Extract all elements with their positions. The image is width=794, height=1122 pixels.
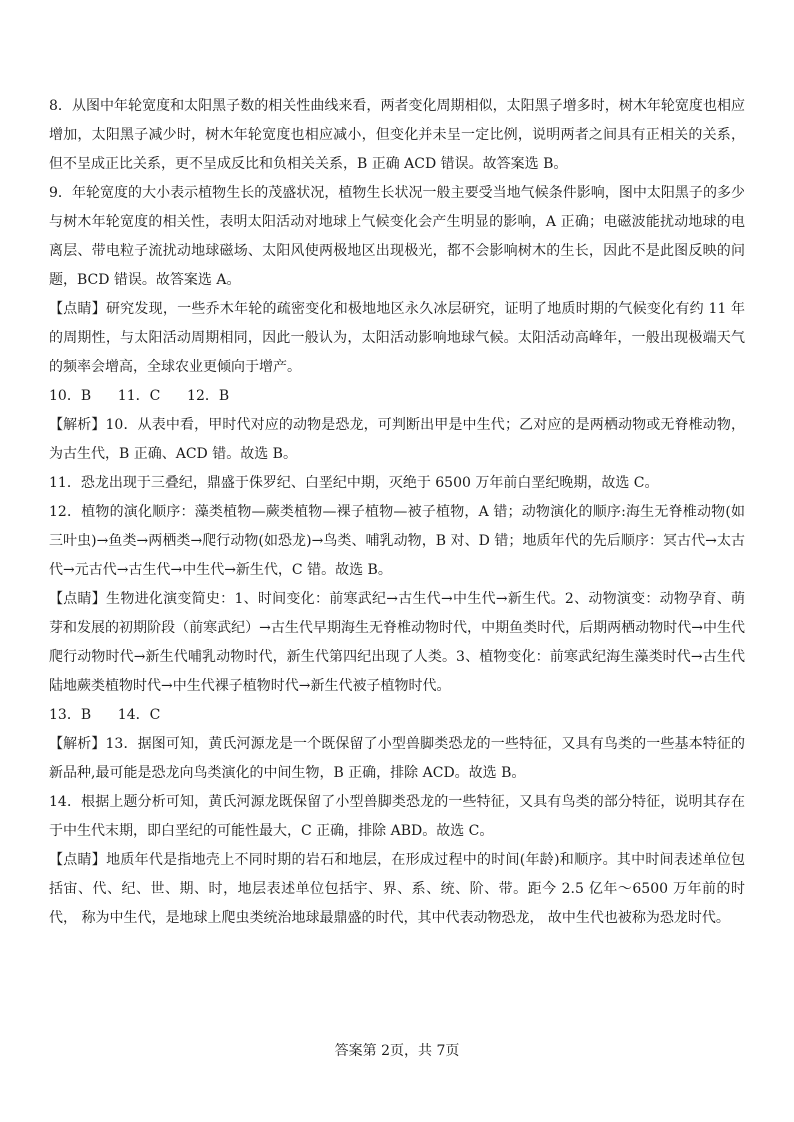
- key-point-3: 【点睛】地质年代是指地壳上不同时期的岩石和地层，在形成过程中的时间(年龄)和顺序。其中时间表述单位包括宙、代、纪、世、期、时，地层表述单位包括宇、界、系、统、阶、带。距今 2.5 亿年～6500 万年前的时代， 称为中生代，是地球上爬虫类统治地球最鼎盛的时代，其中代表动物恐龙， 故中生代也被称为恐龙时代。: [49, 852, 745, 926]
- answer-key-13-14: 13．B 14．C: [49, 707, 161, 723]
- page-footer: 答案第 2页，共 7页: [334, 1043, 460, 1059]
- answer-key-10-12: 10．B 11．C 12．B: [49, 388, 230, 404]
- analysis-13: 【解析】13．据图可知，黄氏河源龙是一个既保留了小型兽脚类恐龙的一些特征，又具有鸟类的一些基本特征的新品种,最可能是恐龙向鸟类演化的中间生物，B 正确，排除 ACD。故选 B。: [49, 736, 745, 781]
- answer-12: 12．植物的演化顺序：藻类植物—蕨类植物—裸子植物—被子植物，A 错；动物演化的顺序:海生无脊椎动物(如三叶虫)→鱼类→两栖类→爬行动物(如恐龙)→鸟类、哺乳动物，B 对、D 错；地质年代的先后顺序：冥古代→太古代→元古代→古生代→中生代→新生代，C 错。故选 B。: [49, 504, 745, 578]
- key-point-2: 【点睛】生物进化演变简史：1、时间变化：前寒武纪→古生代→中生代→新生代。2、动物演变：动物孕育、萌芽和发展的初期阶段（前寒武纪）→古生代早期海生无脊椎动物时代，中期鱼类时代，后期两栖动物时代→中生代爬行动物时代→新生代哺乳动物时代，新生代第四纪出现了人类。3、植物变化：前寒武纪海生藻类时代→古生代陆地蕨类植物时代→中生代裸子植物时代→新生代被子植物时代。: [49, 591, 745, 694]
- answer-11: 11．恐龙出现于三叠纪，鼎盛于侏罗纪、白垩纪中期，灭绝于 6500 万年前白垩纪晚期，故选 C。: [49, 475, 659, 491]
- answer-8: 8．从图中年轮宽度和太阳黑子数的相关性曲线来看，两者变化周期相似，太阳黑子增多时，树木年轮宽度也相应增加，太阳黑子减少时，树木年轮宽度也相应减小，但变化并未呈一定比例，说明两者之间具有正相关的关系，但不呈成正比关系，更不呈成反比和负相关关系，B 正确 ACD 错误。故答案选 B。: [49, 98, 745, 172]
- answer-14: 14．根据上题分析可知，黄氏河源龙既保留了小型兽脚类恐龙的一些特征，又具有鸟类的部分特征，说明其存在于中生代末期，即白垩纪的可能性最大，C 正确，排除 ABD。故选 C。: [49, 794, 745, 839]
- analysis-10: 【解析】10．从表中看，甲时代对应的动物是恐龙，可判断出甲是中生代；乙对应的是两栖动物或无脊椎动物，为古生代，B 正确、ACD 错。故选 B。: [49, 417, 745, 462]
- answer-9: 9．年轮宽度的大小表示植物生长的茂盛状况，植物生长状况一般主要受当地气候条件影响，图中太阳黑子的多少与树木年轮宽度的相关性，表明太阳活动对地球上气候变化会产生明显的影响，A 正确；电磁波能扰动地球的电离层、带电粒子流扰动地球磁场、太阳风使两极地区出现极光，都不会影响树木的生长，因此不是此图反映的问题，BCD 错误。故答案选 A。: [49, 185, 745, 288]
- key-point-1: 【点睛】研究发现，一些乔木年轮的疏密变化和极地地区永久冰层研究，证明了地质时期的气候变化有约 11 年的周期性，与太阳活动周期相同，因此一般认为，太阳活动影响地球气候。太阳活动高峰年，一般出现极端天气的频率会增高，全球农业更倾向于增产。: [49, 301, 745, 375]
- answer-content: [49, 92, 745, 933]
